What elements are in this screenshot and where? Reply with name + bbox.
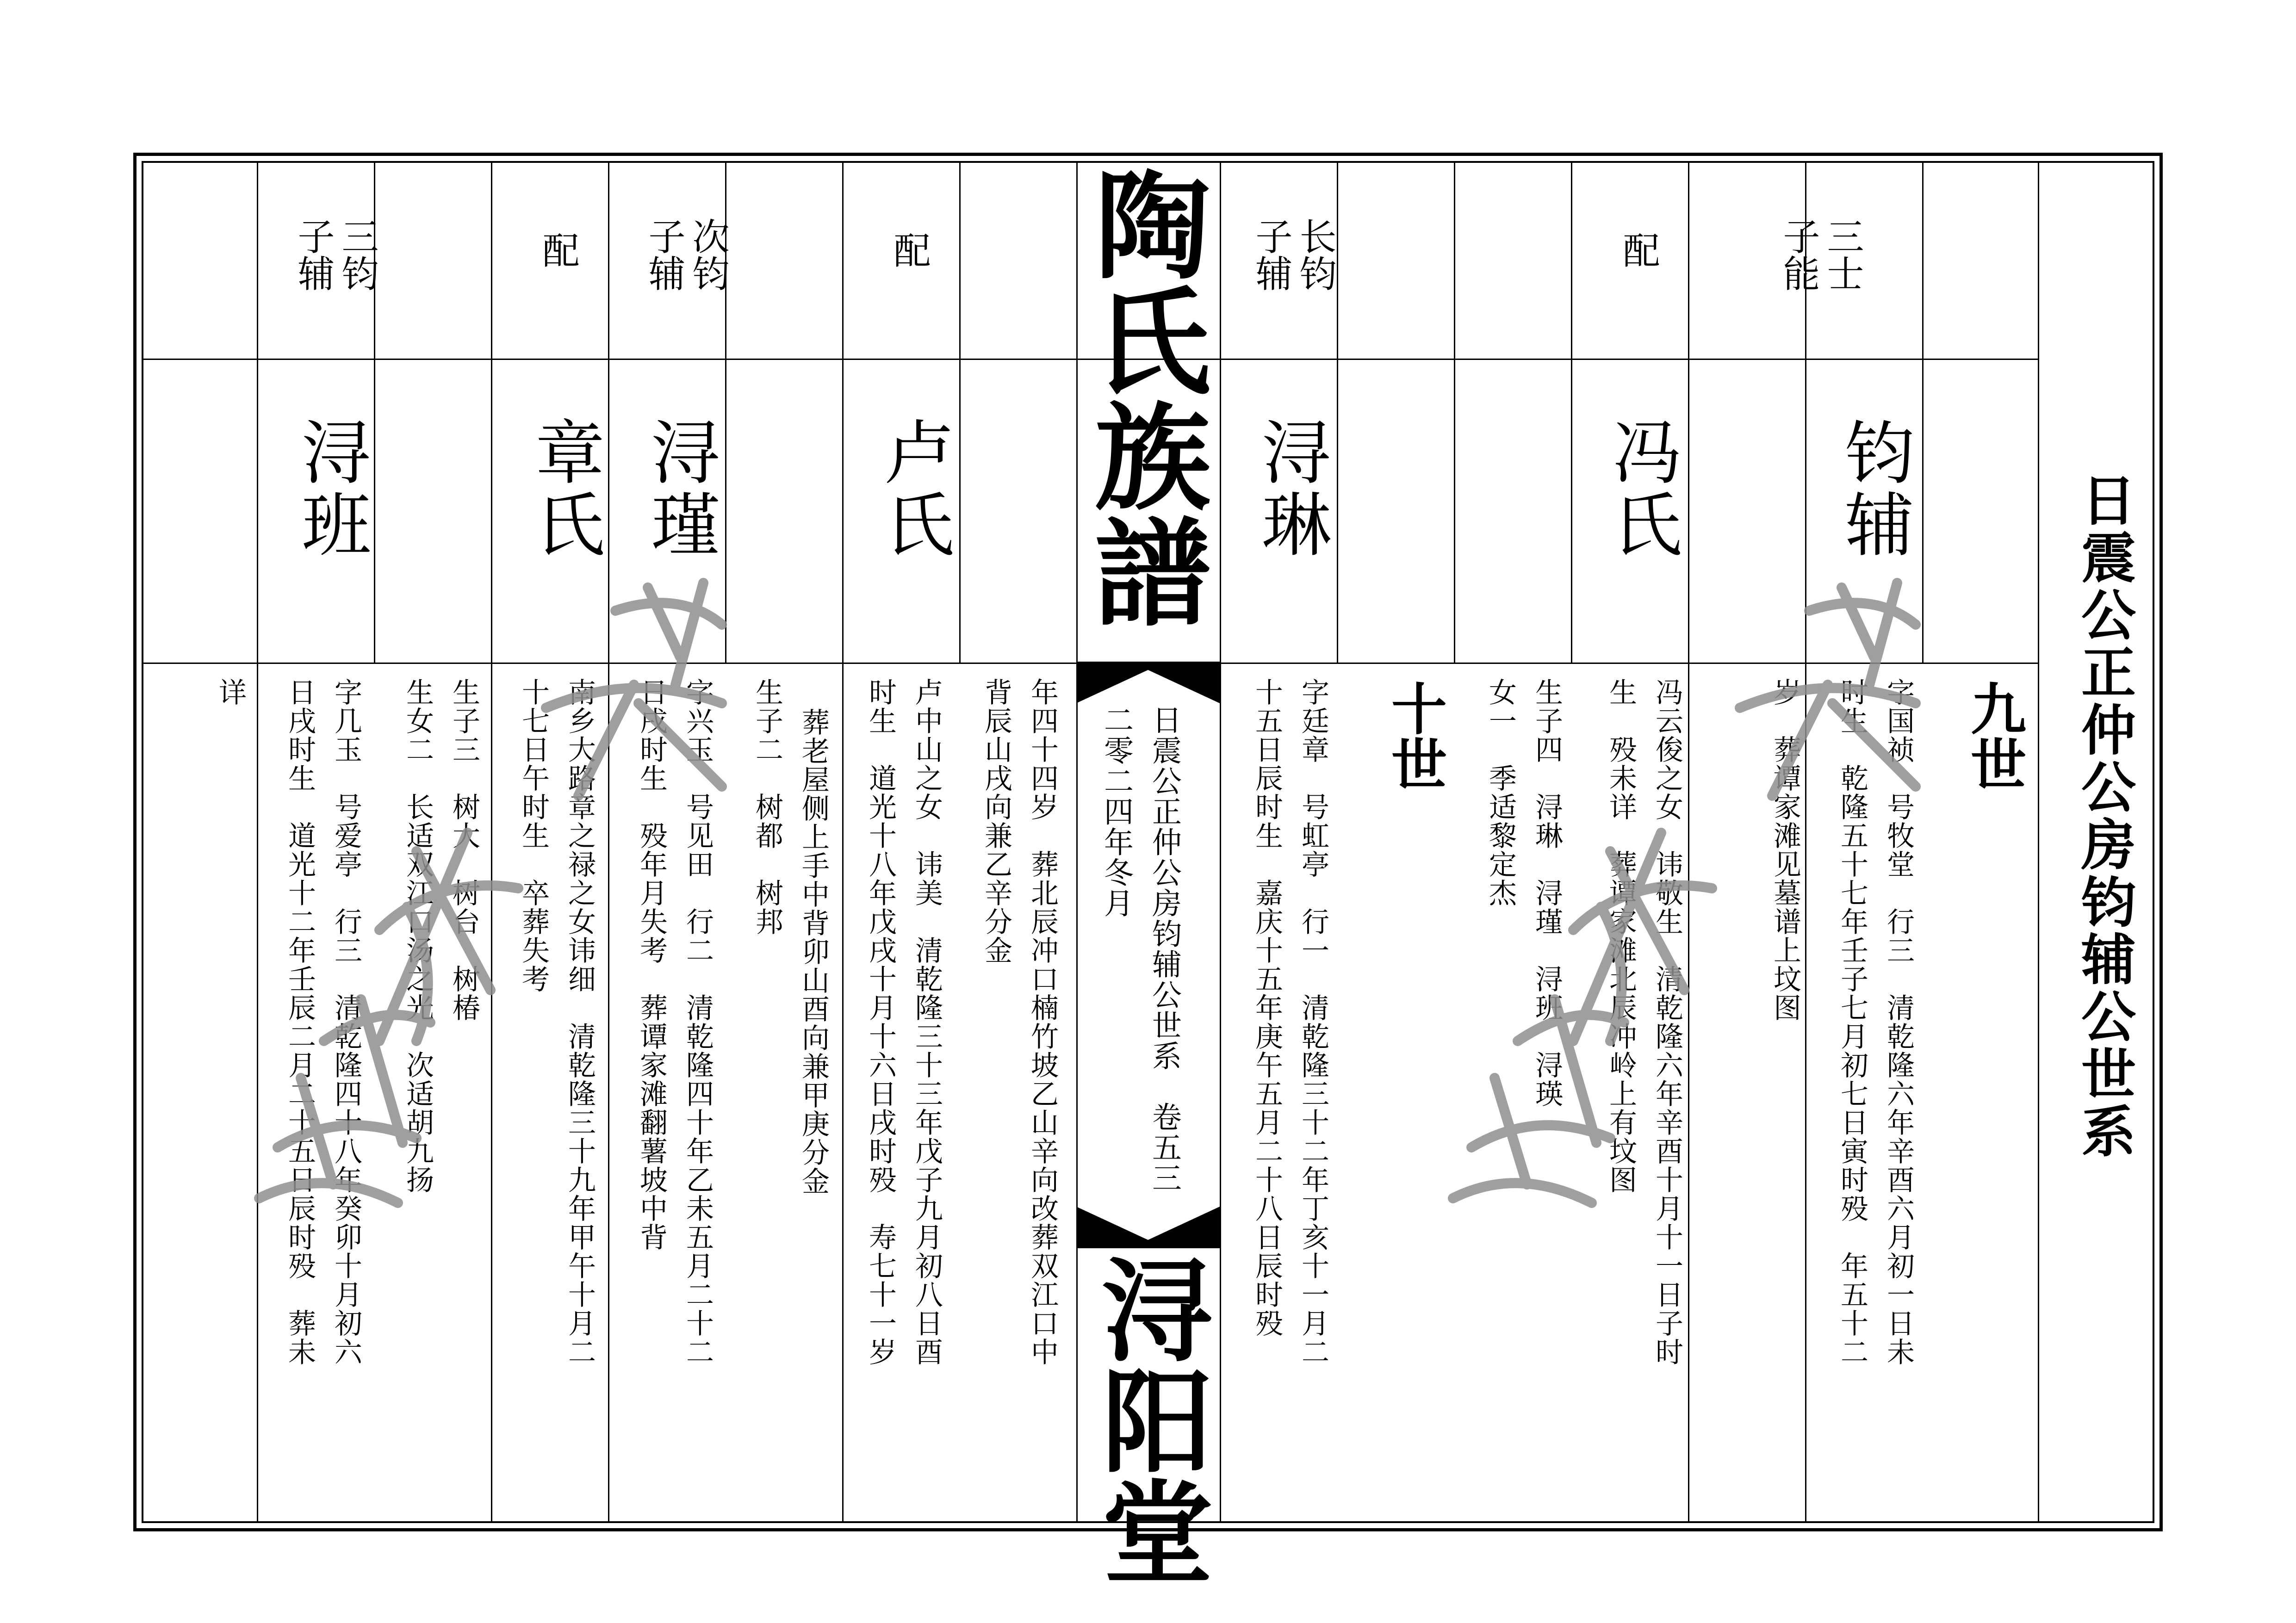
hall-name: 浔阳堂: [1083, 1253, 1213, 1586]
col-divider: [608, 161, 609, 1523]
bio-line: 详: [214, 678, 247, 706]
bio-line: 时生 道光十八年戊戌十月十六日戌时殁 寿七十一岁: [864, 678, 897, 1366]
person-header: [642, 217, 685, 291]
header-line: 三钧: [335, 217, 379, 291]
bio-line: 生子四 浔琳 浔瑾 浔班 浔瑛: [1531, 678, 1563, 1108]
generation-label-10: 十世: [1382, 680, 1446, 791]
person-header: [335, 217, 378, 291]
section-line: 日震公正仲公房钧辅公世系 卷五三: [1147, 705, 1181, 1193]
col-divider: [491, 161, 492, 1523]
bio-line: 生子三 树大 树台 树椿: [448, 678, 480, 1022]
bio-line: 字几玉 号爱亭 行三 清乾隆四十八年癸卯十月初六: [330, 678, 362, 1366]
book-title: 陶氏族譜: [1075, 166, 1210, 628]
person-header: [686, 217, 729, 291]
person-name: 钧辅: [1833, 416, 1913, 561]
col-divider: [257, 161, 258, 1523]
bio-line: 背辰山戌向兼乙辛分金: [980, 678, 1012, 965]
header-line: 长钧: [1293, 217, 1336, 291]
person-header: [1249, 217, 1292, 291]
bio-line: 生女二 长适双江口汤之光 次适胡九扬: [402, 678, 434, 1194]
person-name: 浔琳: [1250, 416, 1330, 561]
bio-line: 南乡大路章之禄之女讳细 清乾隆三十九年甲午十月二: [564, 678, 596, 1366]
bio-line: 时生 乾隆五十七年壬子七月初七日寅时殁 年五十二: [1836, 678, 1868, 1366]
header-line: 子能: [1777, 217, 1820, 291]
person-name: 浔班: [290, 416, 370, 561]
header-line: 三士: [1821, 217, 1864, 291]
col-divider: [1571, 161, 1572, 663]
col-divider: [1454, 161, 1455, 663]
col-divider: [1922, 161, 1924, 663]
person-name: 浔瑾: [639, 416, 720, 561]
bio-line: 葬老屋侧上手中背卯山酉向兼甲庚分金: [797, 708, 830, 1196]
header-line: 子辅: [642, 217, 685, 291]
person-name: 冯氏: [1601, 416, 1681, 561]
bio-line: 岁 葬谭家滩见墓谱上坟图: [1769, 678, 1801, 1022]
col-divider: [1805, 161, 1806, 1523]
fishtail-top: [1076, 662, 1220, 703]
bio-line: 女一 季适黎定杰: [1484, 678, 1517, 907]
date-line: 二零二四年冬月: [1099, 705, 1133, 918]
bio-line: 日戌时生 道光十二年壬辰二月二十五日辰时殁 葬未: [284, 678, 316, 1366]
bio-line: 年四十四岁 葬北辰冲口楠竹坡乙山辛向改葬双江口中: [1026, 678, 1059, 1366]
generation-label-9: 九世: [1961, 680, 2026, 791]
bio-line: 卢中山之女 讳美 清乾隆三十三年戊子九月初八日酉: [911, 678, 943, 1366]
col-divider: [1688, 161, 1689, 1523]
bio-line: 字廷章 号虹亭 行一 清乾隆三十二年丁亥十一月二: [1297, 678, 1329, 1366]
bio-line: 十五日辰时生 嘉庆十五年庚午五月二十八日辰时殁: [1251, 678, 1283, 1338]
bio-line: 冯云俊之女 讳敬生 清乾隆六年辛酉十月十一日子时: [1651, 678, 1683, 1366]
center-fold: [1075, 161, 1220, 1586]
col-divider: [1220, 161, 1221, 1523]
header-line: 次钧: [686, 217, 729, 291]
fishtail-bottom: [1076, 1207, 1220, 1248]
person-header: [292, 217, 334, 291]
bio-line: 字兴玉 号见田 行二 清乾隆四十年乙未五月二十二: [682, 678, 714, 1366]
bio-line: 字国祯 号牧堂 行三 清乾隆六年辛酉六月初一日未: [1882, 678, 1915, 1366]
person-header: [1777, 217, 1819, 291]
person-name: 卢氏: [873, 416, 953, 561]
header-line: 子辅: [1249, 217, 1292, 291]
person-header: 配: [536, 231, 579, 268]
person-header: 配: [1617, 231, 1660, 268]
person-name: 章氏: [523, 416, 604, 561]
bio-line: 十七日午时生 卒葬失考: [517, 678, 550, 993]
person-header: [1293, 217, 1336, 291]
col-divider: [2038, 161, 2039, 1523]
header-line: 子辅: [292, 217, 335, 291]
person-header: 配: [887, 231, 931, 268]
bio-line: 生 殁未详 葬谭家滩北辰冲岭上有坟图: [1605, 678, 1637, 1194]
col-divider: [842, 161, 844, 1523]
bio-line: 日戌时生 殁年月失考 葬谭家滩翻薯坡中背: [635, 678, 668, 1251]
bio-line: 生子二 树都 树邦: [751, 678, 783, 936]
page-side-title: 日震公正仲公房钧辅公世系: [2072, 472, 2136, 1160]
person-header: [1821, 217, 1863, 291]
col-divider: [959, 161, 961, 663]
col-divider: [1337, 161, 1338, 663]
